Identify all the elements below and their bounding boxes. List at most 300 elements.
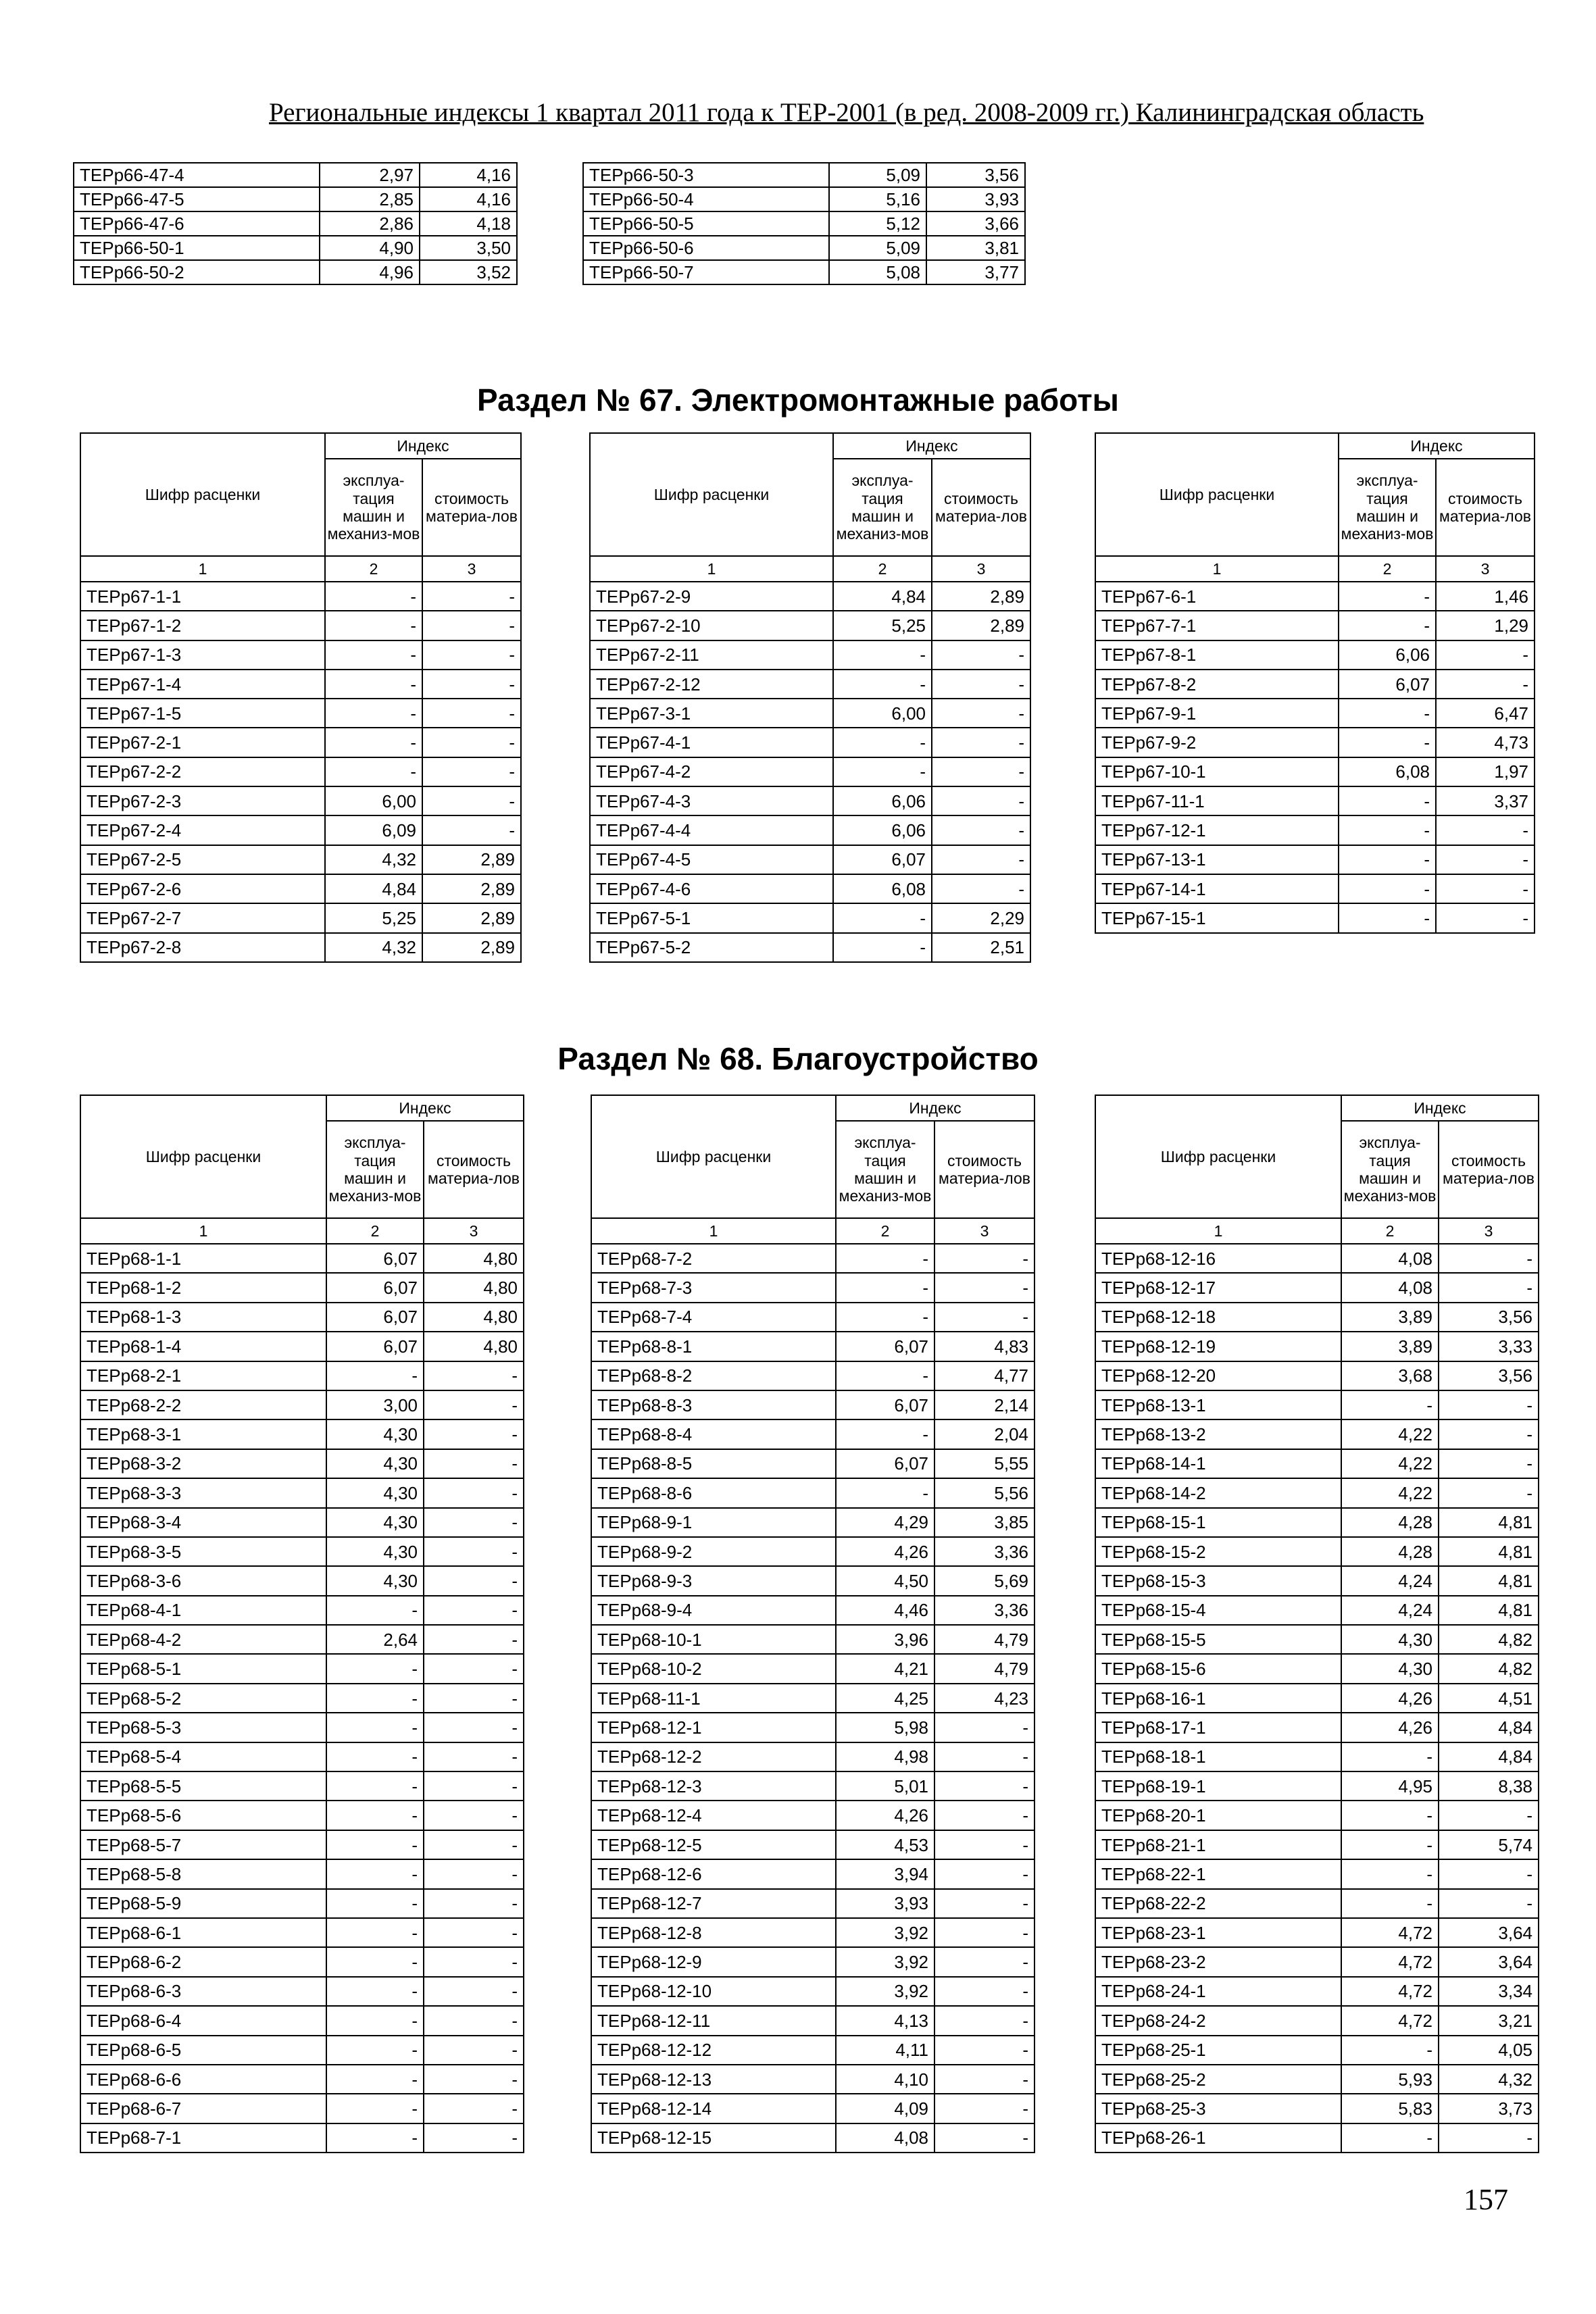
rate-code: ТЕРр67-2-8 [80,933,325,962]
column-number-col2: 2 [833,556,932,582]
machine-index: - [325,582,422,611]
material-index: - [424,1390,524,1419]
table-row [590,815,1030,845]
table-row [1095,1625,1539,1654]
table-row [1095,1508,1539,1537]
table-row [80,1332,524,1361]
machine-index: - [326,1596,424,1625]
table-row [1095,1859,1539,1888]
machine-index: 4,08 [1341,1244,1439,1273]
machine-index: 4,09 [836,2094,934,2123]
machine-index: - [833,670,932,699]
rate-code: ТЕРр67-8-1 [1095,640,1339,670]
rate-code: ТЕРр68-15-3 [1095,1566,1341,1595]
material-index: - [424,1977,524,2006]
machine-index: 6,07 [833,845,932,874]
rate-code: ТЕРр68-12-18 [1095,1303,1341,1332]
material-index: - [424,1801,524,1830]
rate-code: ТЕРр68-12-11 [591,2006,836,2035]
material-index: 4,81 [1439,1566,1539,1595]
table-row [590,728,1030,757]
material-index: - [424,1449,524,1478]
table-row [80,1478,524,1507]
rate-code: ТЕРр68-12-17 [1095,1273,1341,1302]
machine-index: 4,30 [326,1508,424,1537]
rate-code: ТЕРр68-5-8 [80,1859,326,1888]
rate-code: ТЕРр68-15-4 [1095,1596,1341,1625]
material-index: 2,04 [934,1419,1034,1449]
machine-index: 4,30 [326,1537,424,1566]
rate-code: ТЕРр67-1-1 [80,582,325,611]
material-index: 4,81 [1439,1537,1539,1566]
material-index: - [1436,670,1535,699]
machine-index: 4,30 [326,1566,424,1595]
material-index: - [934,2094,1034,2123]
machine-index: - [833,903,932,932]
header-materials: стоимость материа-лов [422,459,521,556]
material-index: - [424,1361,524,1390]
header-code: Шифр расценки [591,1095,836,1218]
rate-code: ТЕРр68-24-2 [1095,2006,1341,2035]
material-index: 1,97 [1436,757,1535,786]
rate-code: ТЕРр68-9-1 [591,1508,836,1537]
rate-code: ТЕРр68-25-1 [1095,2036,1341,2065]
material-index: 3,36 [934,1596,1034,1625]
material-index: - [424,1508,524,1537]
material-index: - [422,757,521,786]
rate-code: ТЕРр68-15-5 [1095,1625,1341,1654]
table-row [80,1361,524,1390]
machine-index: 6,07 [836,1390,934,1419]
machine-index: - [1341,1742,1439,1771]
machine-index: 4,26 [836,1801,934,1830]
machine-index: 5,12 [829,211,926,236]
table-row [80,1977,524,2006]
rate-code: ТЕРр67-2-10 [590,611,833,640]
material-index: - [932,757,1030,786]
material-index: 3,21 [1439,2006,1539,2035]
header-materials: стоимость материа-лов [934,1121,1034,1218]
material-index: 4,16 [420,163,517,187]
machine-index: 4,72 [1341,1947,1439,1976]
machine-index: 5,08 [829,260,926,284]
rate-code: ТЕРр68-15-2 [1095,1537,1341,1566]
material-index: - [932,874,1030,903]
table-row [1095,582,1535,611]
material-index: - [934,1918,1034,1947]
material-index: 3,56 [926,163,1025,187]
table-row [1095,874,1535,903]
machine-index: 6,06 [1339,640,1436,670]
rate-code: ТЕРр68-12-2 [591,1742,836,1771]
machine-index: 4,32 [325,933,422,962]
table-row [590,845,1030,874]
material-index: - [932,670,1030,699]
rate-code: ТЕРр66-50-5 [583,211,829,236]
material-index: - [934,2065,1034,2094]
material-index: 5,55 [934,1449,1034,1478]
material-index: 4,77 [934,1361,1034,1390]
machine-index: - [326,1801,424,1830]
column-number-col3: 3 [422,556,521,582]
column-number-col1: 1 [1095,1218,1341,1244]
machine-index: - [836,1419,934,1449]
material-index: 3,77 [926,260,1025,284]
material-index: 3,93 [926,187,1025,211]
material-index: - [422,582,521,611]
rate-code: ТЕРр68-12-1 [591,1713,836,1742]
table-row [583,187,1025,211]
machine-index: 2,85 [320,187,420,211]
table-row [1095,2036,1539,2065]
material-index: - [1436,903,1535,932]
material-index: - [424,1713,524,1742]
machine-index: 4,30 [326,1419,424,1449]
table-row [591,1419,1034,1449]
table-row [591,1859,1034,1888]
rate-code: ТЕРр68-7-4 [591,1303,836,1332]
top-table-2 [582,162,1026,285]
rate-code: ТЕРр67-13-1 [1095,845,1339,874]
rate-code: ТЕРр68-12-15 [591,2123,836,2153]
page-number: 157 [1464,2183,1508,2216]
machine-index: 6,07 [326,1332,424,1361]
rate-code: ТЕРр67-2-4 [80,815,325,845]
material-index: - [1439,1889,1539,1918]
rate-code: ТЕРр68-6-7 [80,2094,326,2123]
table-row [591,2123,1034,2153]
material-index: - [934,1771,1034,1801]
machine-index: - [836,1303,934,1332]
rate-code: ТЕРр66-47-6 [74,211,320,236]
column-number-col2: 2 [326,1218,424,1244]
material-index: - [934,1947,1034,1976]
table-row [591,1244,1034,1273]
material-index: - [1439,1273,1539,1302]
material-index: - [934,1742,1034,1771]
table-row [590,582,1030,611]
machine-index: - [326,1742,424,1771]
material-index: 4,82 [1439,1625,1539,1654]
rate-code: ТЕРр68-18-1 [1095,1742,1341,1771]
table-row [80,1830,524,1859]
material-index: - [424,1830,524,1859]
column-number-col3: 3 [424,1218,524,1244]
material-index: - [1439,1449,1539,1478]
header-code: Шифр расценки [1095,1095,1341,1218]
rate-code: ТЕРр68-12-14 [591,2094,836,2123]
rate-code: ТЕРр67-2-7 [80,903,325,932]
table-row [591,1713,1034,1742]
rate-code: ТЕРр66-50-7 [583,260,829,284]
header-materials: стоимость материа-лов [1436,459,1535,556]
table-row [80,815,521,845]
table-row [80,582,521,611]
header-materials: стоимость материа-лов [424,1121,524,1218]
material-index: 8,38 [1439,1771,1539,1801]
rate-code: ТЕРр67-6-1 [1095,582,1339,611]
table-row [1095,1742,1539,1771]
material-index: 2,51 [932,933,1030,962]
material-index: - [932,845,1030,874]
machine-index: - [325,611,422,640]
table-row [80,933,521,962]
machine-index: 4,50 [836,1566,934,1595]
material-index: - [422,640,521,670]
rate-code: ТЕРр68-2-1 [80,1361,326,1390]
table-row [591,1742,1034,1771]
material-index: 2,89 [422,903,521,932]
machine-index: 3,00 [326,1390,424,1419]
rate-code: ТЕРр68-15-1 [1095,1508,1341,1537]
machine-index: - [836,1478,934,1507]
table-row [583,260,1025,284]
machine-index: - [326,1830,424,1859]
material-index: - [934,1713,1034,1742]
machine-index: - [1341,2123,1439,2153]
material-index: 4,32 [1439,2065,1539,2094]
table-row [80,2065,524,2094]
header-machines: эксплуа-тация машин и механиз-мов [1341,1121,1439,1218]
rate-code: ТЕРр68-9-3 [591,1566,836,1595]
material-index: - [932,699,1030,728]
rate-code: ТЕРр67-2-3 [80,786,325,815]
material-index: - [424,2094,524,2123]
machine-index: 6,08 [833,874,932,903]
header-index: Индекс [1339,433,1535,459]
table-row [1095,845,1535,874]
table-row [1095,611,1535,640]
machine-index: 4,22 [1341,1419,1439,1449]
rate-code: ТЕРр68-8-5 [591,1449,836,1478]
rate-code: ТЕРр68-10-2 [591,1654,836,1683]
table-row [1095,1566,1539,1595]
table-row [591,1303,1034,1332]
machine-index: 3,92 [836,1918,934,1947]
rate-code: ТЕРр68-6-6 [80,2065,326,2094]
section-68-table-2 [591,1095,1035,2153]
rate-code: ТЕРр67-10-1 [1095,757,1339,786]
rate-code: ТЕРр67-3-1 [590,699,833,728]
machine-index: 4,22 [1341,1449,1439,1478]
machine-index: 3,89 [1341,1332,1439,1361]
machine-index: 4,72 [1341,1918,1439,1947]
machine-index: 5,25 [833,611,932,640]
table-row [591,1801,1034,1830]
material-index: - [422,815,521,845]
rate-code: ТЕРр67-12-1 [1095,815,1339,845]
machine-index: 3,94 [836,1859,934,1888]
machine-index: 6,07 [836,1332,934,1361]
rate-code: ТЕРр68-12-4 [591,1801,836,1830]
machine-index: - [833,640,932,670]
rate-code: ТЕРр68-21-1 [1095,1830,1341,1859]
rate-code: ТЕРр68-6-2 [80,1947,326,1976]
table-row [591,1977,1034,2006]
machine-index: 4,98 [836,1742,934,1771]
machine-index: 4,95 [1341,1771,1439,1801]
material-index: 1,29 [1436,611,1535,640]
rate-code: ТЕРр68-5-9 [80,1889,326,1918]
rate-code: ТЕРр68-12-3 [591,1771,836,1801]
material-index: 3,56 [1439,1303,1539,1332]
rate-code: ТЕРр67-2-2 [80,757,325,786]
rate-code: ТЕРр68-12-13 [591,2065,836,2094]
rate-code: ТЕРр68-14-1 [1095,1449,1341,1478]
table-row [590,757,1030,786]
machine-index: 3,89 [1341,1303,1439,1332]
machine-index: - [1339,611,1436,640]
machine-index: 4,26 [836,1537,934,1566]
machine-index: 5,09 [829,163,926,187]
rate-code: ТЕРр67-7-1 [1095,611,1339,640]
material-index: - [934,1273,1034,1302]
table-row [1095,670,1535,699]
material-index: - [934,1977,1034,2006]
table-row [80,1859,524,1888]
column-number-col1: 1 [590,556,833,582]
table-row [80,1654,524,1683]
material-index: - [1436,640,1535,670]
material-index: 3,52 [420,260,517,284]
table-row [591,2065,1034,2094]
header-index: Индекс [325,433,521,459]
table-row [1095,1713,1539,1742]
machine-index: - [1341,1830,1439,1859]
machine-index: - [326,2094,424,2123]
table-row [80,611,521,640]
header-machines: эксплуа-тация машин и механиз-мов [836,1121,934,1218]
rate-code: ТЕРр68-9-4 [591,1596,836,1625]
section-67-table-2 [589,432,1031,963]
machine-index: - [1339,815,1436,845]
machine-index: 4,32 [325,845,422,874]
material-index: - [424,1566,524,1595]
rate-code: ТЕРр68-9-2 [591,1537,836,1566]
machine-index: 4,30 [326,1449,424,1478]
rate-code: ТЕРр68-3-4 [80,1508,326,1537]
table-row [1095,1478,1539,1507]
rate-code: ТЕРр68-3-1 [80,1419,326,1449]
table-row [591,1537,1034,1566]
material-index: 3,36 [934,1537,1034,1566]
rate-code: ТЕРр68-12-7 [591,1889,836,1918]
header-index: Индекс [326,1095,524,1121]
table-row [80,1947,524,1976]
rate-code: ТЕРр68-25-2 [1095,2065,1341,2094]
rate-code: ТЕРр68-4-2 [80,1625,326,1654]
material-index: 2,89 [422,933,521,962]
table-row [80,1390,524,1419]
table-row [590,640,1030,670]
rate-code: ТЕРр67-1-4 [80,670,325,699]
material-index: - [1436,815,1535,845]
machine-index: - [833,757,932,786]
machine-index: 5,25 [325,903,422,932]
material-index: - [422,728,521,757]
material-index: - [424,1771,524,1801]
table-row [80,2036,524,2065]
section-67-table-1 [80,432,522,963]
table-row [1095,1537,1539,1566]
rate-code: ТЕРр67-4-6 [590,874,833,903]
rate-code: ТЕРр68-6-4 [80,2006,326,2035]
column-number-col3: 3 [1439,1218,1539,1244]
table-row [1095,1684,1539,1713]
machine-index: - [326,1977,424,2006]
table-row [591,2094,1034,2123]
machine-index: - [1341,2036,1439,2065]
column-number-col1: 1 [591,1218,836,1244]
rate-code: ТЕРр67-2-1 [80,728,325,757]
table-row [1095,786,1535,815]
material-index: - [424,1889,524,1918]
machine-index: - [326,1918,424,1947]
rate-code: ТЕРр67-4-3 [590,786,833,815]
column-number-col2: 2 [325,556,422,582]
table-row [583,211,1025,236]
material-index: - [934,1889,1034,1918]
material-index: - [934,2006,1034,2035]
material-index: 4,51 [1439,1684,1539,1713]
material-index: - [1436,845,1535,874]
machine-index: 6,07 [326,1244,424,1273]
table-row [590,903,1030,932]
machine-index: 4,08 [836,2123,934,2153]
table-row [80,1419,524,1449]
rate-code: ТЕРр67-11-1 [1095,786,1339,815]
rate-code: ТЕРр68-3-5 [80,1537,326,1566]
rate-code: ТЕРр68-7-3 [591,1273,836,1302]
rate-code: ТЕРр68-7-2 [591,1244,836,1273]
table-row [80,2094,524,2123]
material-index: 2,89 [932,611,1030,640]
material-index: - [1439,1478,1539,1507]
machine-index: - [326,1889,424,1918]
rate-code: ТЕРр68-12-12 [591,2036,836,2065]
machine-index: 6,08 [1339,757,1436,786]
column-number-col3: 3 [934,1218,1034,1244]
machine-index: 4,90 [320,236,420,260]
table-row [1095,1332,1539,1361]
machine-index: 5,83 [1341,2094,1439,2123]
material-index: - [424,1742,524,1771]
rate-code: ТЕРр67-2-5 [80,845,325,874]
table-row [591,1771,1034,1801]
table-row [1095,1801,1539,1830]
machine-index: 3,92 [836,1947,934,1976]
table-row [80,1508,524,1537]
column-number-col3: 3 [1436,556,1535,582]
machine-index: - [326,2065,424,2094]
rate-code: ТЕРр67-4-4 [590,815,833,845]
machine-index: - [325,699,422,728]
rate-code: ТЕРр68-6-5 [80,2036,326,2065]
header-machines: эксплуа-тация машин и механиз-мов [326,1121,424,1218]
rate-code: ТЕРр68-12-6 [591,1859,836,1888]
section-68-table-1 [80,1095,524,2153]
machine-index: - [833,933,932,962]
machine-index: 4,13 [836,2006,934,2035]
table-row [1095,2094,1539,2123]
table-row [1095,728,1535,757]
machine-index: 4,84 [833,582,932,611]
table-row [1095,815,1535,845]
table-row [591,1478,1034,1507]
material-index: 4,79 [934,1625,1034,1654]
machine-index: 4,30 [1341,1654,1439,1683]
material-index: - [424,2006,524,2035]
